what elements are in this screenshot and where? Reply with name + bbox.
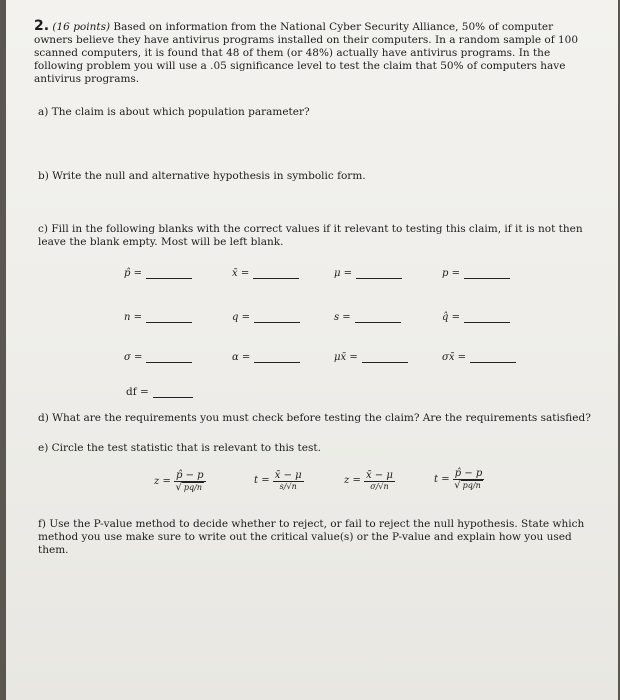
formula-z-mean[interactable] — [344, 470, 395, 491]
blank-label: df = — [126, 386, 149, 398]
blank-q-hat[interactable] — [442, 312, 510, 323]
blank-sigma-x-bar[interactable] — [442, 352, 516, 363]
blank-alpha[interactable] — [232, 352, 300, 363]
question-number: 2. — [34, 18, 50, 34]
question-text: Based on information from the National Cyber Security Alliance, 50% of computer owners believe they have antivirus programs installed on their computers. In a random sample of 100 scanned computers, it is found that 48 of them (or 48%) actually have antivirus programs. In the following problem you will use a .05 significance level to test the claim that 50% of computers have antivirus programs. — [34, 21, 579, 85]
blank-df[interactable] — [126, 386, 193, 398]
blank-mu[interactable] — [334, 268, 402, 279]
blank-sigma[interactable] — [124, 352, 192, 363]
formula-lhs: z = — [344, 475, 361, 486]
blank-label: μ = — [334, 268, 353, 279]
formula-numerator: p̂ − p — [454, 468, 483, 479]
part-e: e) Circle the test statistic that is relevant to this test. — [38, 442, 321, 454]
blank-label: p̂ = — [124, 268, 142, 279]
formula-lhs: t = — [434, 474, 450, 485]
part-d: d) What are the requirements you must check before testing the claim? Are the requirements satisfied? — [38, 412, 591, 424]
question-2 — [34, 20, 594, 86]
formula-numerator: x̄ − μ — [274, 470, 302, 481]
formula-numerator: x̄ − μ — [366, 470, 393, 481]
formula-numerator: p̂ − p — [176, 470, 204, 481]
formula-denominator: s/√n — [279, 482, 297, 491]
formula-denominator: σ/√n — [370, 482, 389, 491]
blank-label: σ = — [124, 352, 143, 363]
worksheet-page — [6, 0, 618, 700]
blank-label: α = — [232, 352, 251, 363]
formula-t-mean[interactable] — [254, 470, 304, 491]
blank-label: s = — [334, 312, 351, 323]
blank-label: x̄ = — [232, 268, 250, 279]
part-b: b) Write the null and alternative hypothesis in symbolic form. — [38, 170, 366, 182]
blank-label: μx̄ = — [334, 352, 358, 363]
formula-t-proportion[interactable]: t = $\frac{p̂ - p}{√ pq/n}$ — [434, 468, 483, 491]
blank-p-hat[interactable] — [124, 268, 192, 279]
formula-lhs: z = — [154, 476, 171, 487]
formula-denominator: pq/n — [462, 481, 481, 490]
blank-label: q̂ = — [442, 312, 460, 323]
part-c: c) Fill in the following blanks with the correct values if it relevant to testing this claim, if it is not then leave the blank empty. Most will be left blank. — [38, 223, 583, 248]
blank-p[interactable] — [442, 268, 510, 279]
formula-denominator: pq/n — [183, 483, 203, 492]
part-a: a) The claim is about which population parameter? — [38, 106, 310, 118]
blank-s[interactable] — [334, 312, 401, 323]
blank-label: σx̄ = — [442, 352, 467, 363]
blank-mu-x-bar[interactable] — [334, 352, 408, 363]
blank-label: p = — [442, 268, 460, 279]
blank-x-bar[interactable] — [232, 268, 299, 279]
formula-lhs: t = — [254, 475, 270, 486]
blank-q[interactable] — [232, 312, 300, 323]
question-points: (16 points) — [52, 21, 111, 33]
blank-label: n = — [124, 312, 142, 323]
part-f: f) Use the P-value method to decide whether to reject, or fail to reject the null hypothesis. State which method you use make sure to write out the critical value(s) or the P-value and explain how you used them. — [38, 518, 585, 556]
formula-z-proportion[interactable]: z = $\frac{p̂ - p}{√ pq/n}$ — [154, 470, 204, 493]
blank-label: q = — [232, 312, 250, 323]
blank-n[interactable] — [124, 312, 192, 323]
